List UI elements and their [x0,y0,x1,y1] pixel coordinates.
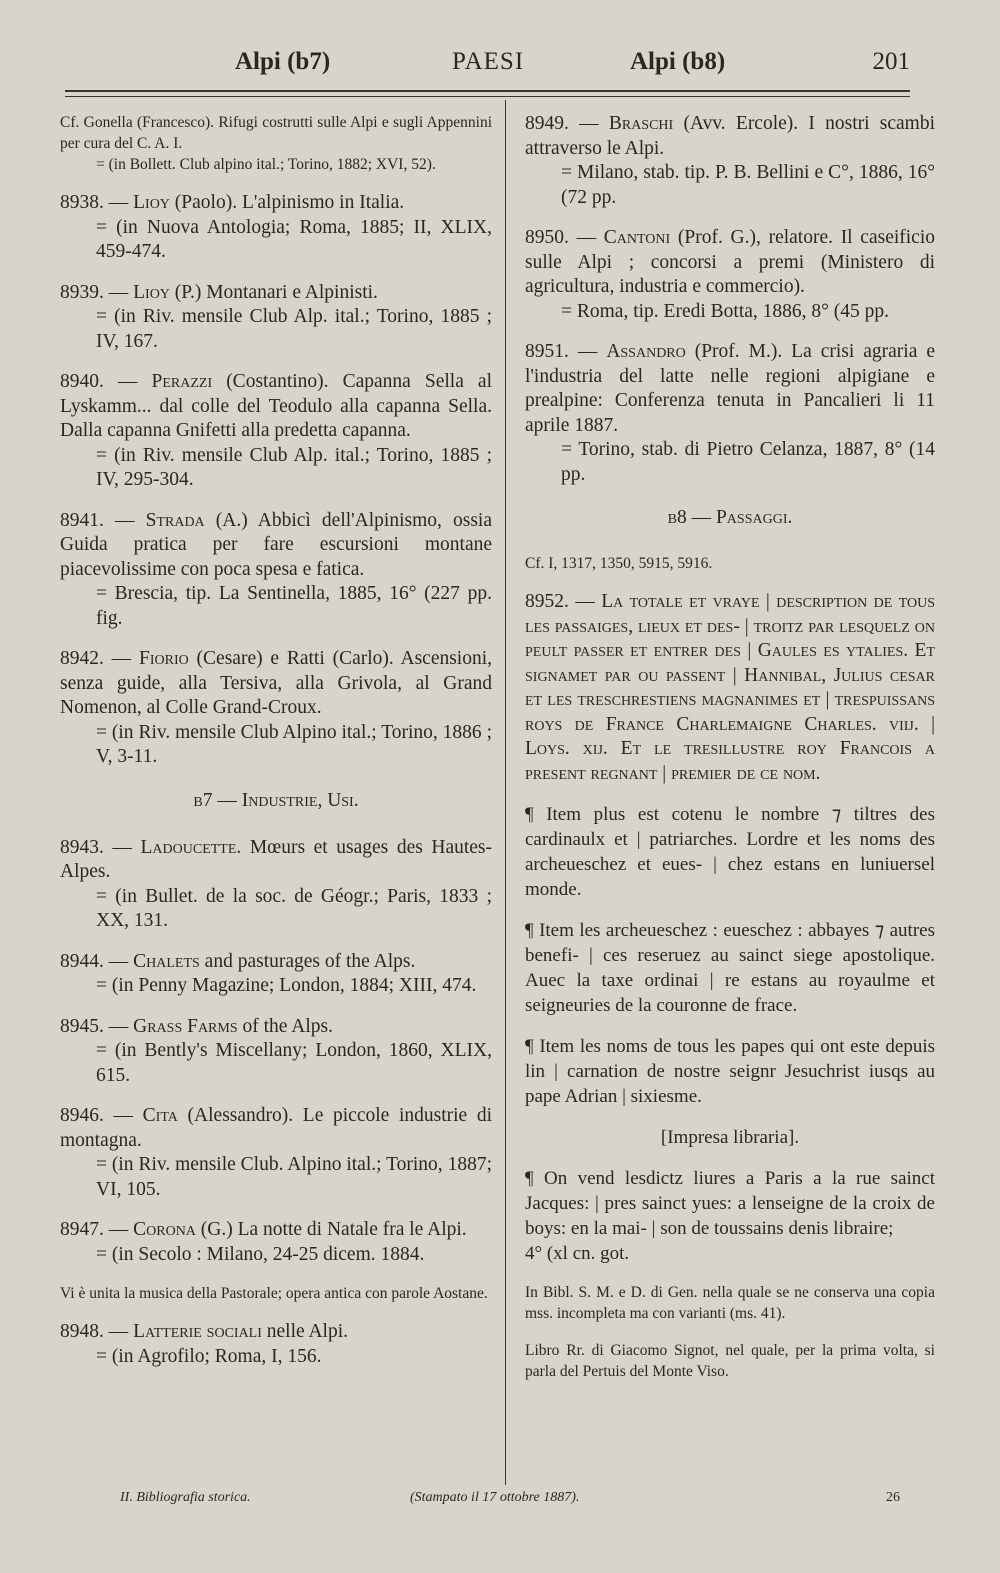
entry-number: 8949. [525,113,569,134]
header-rule-thick [65,90,910,92]
entry-title: nelle Alpi. [266,1321,349,1342]
entry-number: 8943. [60,836,104,858]
entry-publication: = (in Riv. mensile Club. Alpino ital.; Torino, 1887; VI, 105. [96,1154,492,1200]
entry-8950: 8950. — Cantoni (Prof. G.), relatore. Il caseificio sulle Alpi ; concorsi a premi (Ministero di agricultura, industria e commercio). = Roma, tip. Eredi Botta, 1886, 8° (45 pp. [525,226,935,324]
entry-title: (Avv. Ercole). I nostri scambi attraverso le Alpi. [525,113,936,159]
entry-title: (Paolo). L'alpinismo in Italia. [174,192,405,213]
entry-number: 8942. [60,648,104,669]
cf-line2: = (in Bollett. Club alpino ital.; Torino, 1882; XVI, 52). [96,156,436,173]
entry-author: Chalets [133,950,200,972]
para-text: Item les noms de tous les papes qui ont este depuis lin | carnation de nostre seignr Jesuchrist iusqs au pape Adrian | sixiesme. [525,1036,936,1107]
entry-8944: 8944. — Chalets and pasturages of the Alps. = (in Penny Magazine; London, 1884; XIII, 474. [60,950,492,999]
header-right: Alpi (b8) [630,48,726,75]
entry-publication: = (in Penny Magazine; London, 1884; XIII, 474. [96,975,477,996]
entry-title: of the Alps. [242,1015,333,1037]
entry-publication: = Torino, stab. di Pietro Celanza, 1887, 8° (14 pp. [561,439,935,485]
page-number: 201 [872,48,910,75]
running-header [60,48,920,88]
entry-author: Ladoucette. [140,836,242,858]
entry-author: Cita [142,1105,178,1126]
note-8947: Vi è unita la musica della Pastorale; opera antica con parole Aostane. [60,1285,488,1302]
note-signot: Libro Rr. di Giacomo Signot, nel quale, per la prima volta, si parla del Pertuis del Monte Viso. [525,1342,935,1380]
entry-publication: = (in Secolo : Milano, 24-25 dicem. 1884. [96,1243,425,1265]
header-center: PAESI [452,48,525,75]
entry-number: 8946. [60,1105,104,1126]
entry-number: 8940. [60,371,104,392]
entry-title: (A.) Abbicì dell'Alpinismo, ossia Guida pratica per fare escursioni montane piacevolissime con poca spesa e fatica. [60,509,493,580]
para-text: On vend lesdictz liures a Paris a la rue sainct Jacques: | pres sainct yues: a lenseigne de la croix de boys: en la mai- | son de toussains denis libraire; [525,1168,935,1239]
entry-number: 8945. [60,1015,104,1037]
impresa-libraria: [Impresa libraria]. [660,1127,800,1148]
right-column [525,112,935,1398]
entry-number: 8939. [60,281,104,303]
entry-number: 8950. [525,227,569,248]
header-rule-thin [65,96,910,97]
entry-author: Cantoni [603,227,671,248]
entry-publication: = (in Riv. mensile Club Alp. ital.; Torino, 1885 ; IV, 167. [96,306,492,352]
entry-author: Fiorio [139,648,189,669]
entry-publication: = (in Nuova Antologia; Roma, 1885; II, XLIX, 459-474. [96,216,492,262]
entry-author: Braschi [608,113,674,134]
section-heading-b8: b8 — Passaggi. [667,507,793,528]
entry-author: Lioy [133,281,170,303]
entry-number: 8948. [60,1321,104,1342]
entry-publication: = (in Agrofilo; Roma, I, 156. [96,1345,322,1367]
column-divider [505,100,506,1485]
note-library: In Bibl. S. M. e D. di Gen. nella quale se ne conserva una copia mss. incompleta ma con varianti (ms. 41). [525,1284,935,1322]
cf-line1: Cf. Gonella (Francesco). Rifugi costrutti sulle Alpi e sugli Appennini per cura del C. A. I. [60,114,492,152]
entry-author: Grass Farms [133,1015,238,1037]
signature-number: 26 [886,1490,900,1505]
entry-author: Latterie sociali [133,1321,262,1342]
entry-title: Mœurs et usages des Hautes-Alpes. [60,836,493,882]
page-footer [60,1490,920,1520]
entry-number: 8944. [60,950,104,972]
entry-8939: 8939. — Lioy (P.) Montanari e Alpinisti. = (in Riv. mensile Club Alp. ital.; Torino, 1885 ; IV, 167. [60,281,492,355]
gothic-para-4 [525,1166,935,1266]
entry-8949: 8949. — Braschi (Avv. Ercole). I nostri scambi attraverso le Alpi. = Milano, stab. tip. P. B. Bellini e C°, 1886, 16° (72 pp. [525,112,935,210]
entry-publication: = (in Bullet. de la soc. de Géogr.; Paris, 1833 ; XX, 131. [96,885,492,931]
format-text: 4° (xl cn. got. [525,1243,630,1264]
section-heading-b7: b7 — Industrie, Usi. [193,789,359,811]
pilcrow-icon: ¶ [525,1168,534,1189]
entry-publication: = Brescia, tip. La Sentinella, 1885, 16° (227 pp. fig. [96,583,492,629]
cf-line-b8: Cf. I, 1317, 1350, 5915, 5916. [525,555,713,572]
entry-title: and pasturages of the Alps. [204,950,416,972]
para-text: Item plus est cotenu le nombre ⁊ tiltres des cardinaulx et | patriarches. Lordre et les noms des archeueschez et eues- | chez estans en luniuersel monde. [525,804,935,900]
entry-title: (Alessandro). Le piccole industrie di montagna. [60,1105,493,1151]
entry-title: (Costantino). Capanna Sella al Lyskamm... dal colle del Teodulo alla capanna Sella. Dalla capanna Gnifetti alla predetta capanna. [60,371,493,441]
gothic-para-3 [525,1034,935,1109]
entry-publication: = (in Riv. mensile Club Alpino ital.; Torino, 1886 ; V, 3-11. [96,721,492,767]
entry-8952: 8952. — La totale et vraye | description de tous les passaiges, lieux et des- | troitz par lesquelz on peult passer et entrer des | Gaules es ytalies. Et signamet par ou passent | Hannibal, Julius cesar et les treschrestiens magnanimes et | trespuissans roys de France Charlemaigne Charles. viij. | Loys. xij. Et le tresillustre roy Francois a present regnant | premier de ce nom. [525,591,935,784]
gothic-para-1 [525,802,935,902]
entry-number: 8952. [525,591,569,612]
entry-number: 8951. [525,341,569,362]
entry-8940: 8940. — Perazzi (Costantino). Capanna Sella al Lyskamm... dal colle del Teodulo alla capanna Sella. Dalla capanna Gnifetti alla predetta capanna. = (in Riv. mensile Club Alp. ital.; Torino, 1885 ; IV, 295-304. [60,370,492,493]
entry-title: (G.) La notte di Natale fra le Alpi. [200,1219,467,1240]
footer-center: (Stampato il 17 ottobre 1887). [410,1490,580,1505]
header-left: Alpi (b7) [235,48,331,75]
entry-publication: = (in Riv. mensile Club Alp. ital.; Torino, 1885 ; IV, 295-304. [96,444,492,490]
gothic-para-2 [525,918,935,1018]
entry-number: 8941. [60,509,104,531]
entry-8942: 8942. — Fiorio (Cesare) e Ratti (Carlo). Ascensioni, senza guide, alla Tersiva, alla Grivola, al Grand Nomenon, al Colle Grand-Croux. = (in Riv. mensile Club Alpino ital.; Torino, 1886 ; V, 3-11. [60,647,492,770]
cf-entry [60,112,492,175]
entry-8938: 8938. — Lioy (Paolo). L'alpinismo in Italia. = (in Nuova Antologia; Roma, 1885; II, XLIX, 459-474. [60,191,492,265]
entry-8951: 8951. — Assandro (Prof. M.). La crisi agraria e l'industria del latte nelle regioni alpigiane e prealpine: Conferenza tenuta in Pancalieri li 11 aprile 1887. = Torino, stab. di Pietro Celanza, 1887, 8° (14 pp. [525,340,935,487]
entry-8941: 8941. — Strada (A.) Abbicì dell'Alpinismo, ossia Guida pratica per fare escursioni montane piacevolissime con poca spesa e fatica. = Brescia, tip. La Sentinella, 1885, 16° (227 pp. fig. [60,509,492,632]
entry-author: Assandro [606,341,686,362]
entry-number: 8938. [60,192,104,213]
entry-publication: = (in Bently's Miscellany; London, 1860, XLIX, 615. [96,1040,492,1086]
pilcrow-icon: ¶ [525,804,534,825]
footer-left: II. Bibliografia storica. [120,1490,251,1505]
pilcrow-icon: ¶ [525,920,534,941]
entry-8943: 8943. — Ladoucette. Mœurs et usages des Hautes-Alpes. = (in Bullet. de la soc. de Géogr.; Paris, 1833 ; XX, 131. [60,836,492,934]
entry-author: Perazzi [151,371,213,392]
pilcrow-icon: ¶ [525,1036,534,1057]
entry-number: 8947. [60,1219,104,1240]
entry-8947: 8947. — Corona (G.) La notte di Natale fra le Alpi. = (in Secolo : Milano, 24-25 dicem. 1884. [60,1218,492,1267]
entry-title: (Prof. M.). La crisi agraria e l'industria del latte nelle regioni alpigiane e prealpine: Conferenza tenuta in Pancalieri li 11 aprile 1887. [525,341,936,436]
entry-author: Corona [133,1219,196,1240]
entry-8946: 8946. — Cita (Alessandro). Le piccole industrie di montagna. = (in Riv. mensile Club. Alpino ital.; Torino, 1887; VI, 105. [60,1104,492,1202]
entry-author: Lioy [133,192,170,213]
entry-8945: 8945. — Grass Farms of the Alps. = (in Bently's Miscellany; London, 1860, XLIX, 615. [60,1015,492,1089]
entry-title: (Cesare) e Ratti (Carlo). Ascensioni, senza guide, alla Tersiva, alla Grivola, al Grand Nomenon, al Colle Grand-Croux. [60,648,493,718]
entry-title: La totale et vraye | description de tous les passaiges, lieux et des- | troitz par lesquelz on peult passer et entrer des | Gaules es ytalies. Et signamet par ou passent | Hannibal, Julius cesar et les treschrestiens magnanimes et | trespuissans roys de France Charlemaigne Charles. viij. | Loys. xij. Et le tresillustre roy Francois a present regnant | premier de ce nom. [525,591,935,784]
left-column [60,112,492,1385]
para-text: Item les archeueschez : eueschez : abbayes ⁊ autres benefi- | ces reseruez au sainct siege apostolique. Auec la taxe ordinai | re estans au royaulme et seigneuries de la couronne de frace. [525,920,935,1016]
entry-8948: 8948. — Latterie sociali nelle Alpi. = (in Agrofilo; Roma, I, 156. [60,1320,492,1369]
entry-publication: = Milano, stab. tip. P. B. Bellini e C°, 1886, 16° (72 pp. [561,162,935,208]
entry-author: Strada [145,509,205,531]
entry-title: (Prof. G.), relatore. Il caseificio sulle Alpi ; concorsi a premi (Ministero di agricultura, industria e commercio). [525,227,936,297]
entry-publication: = Roma, tip. Eredi Botta, 1886, 8° (45 pp. [561,300,890,322]
entry-title: (P.) Montanari e Alpinisti. [174,281,378,303]
